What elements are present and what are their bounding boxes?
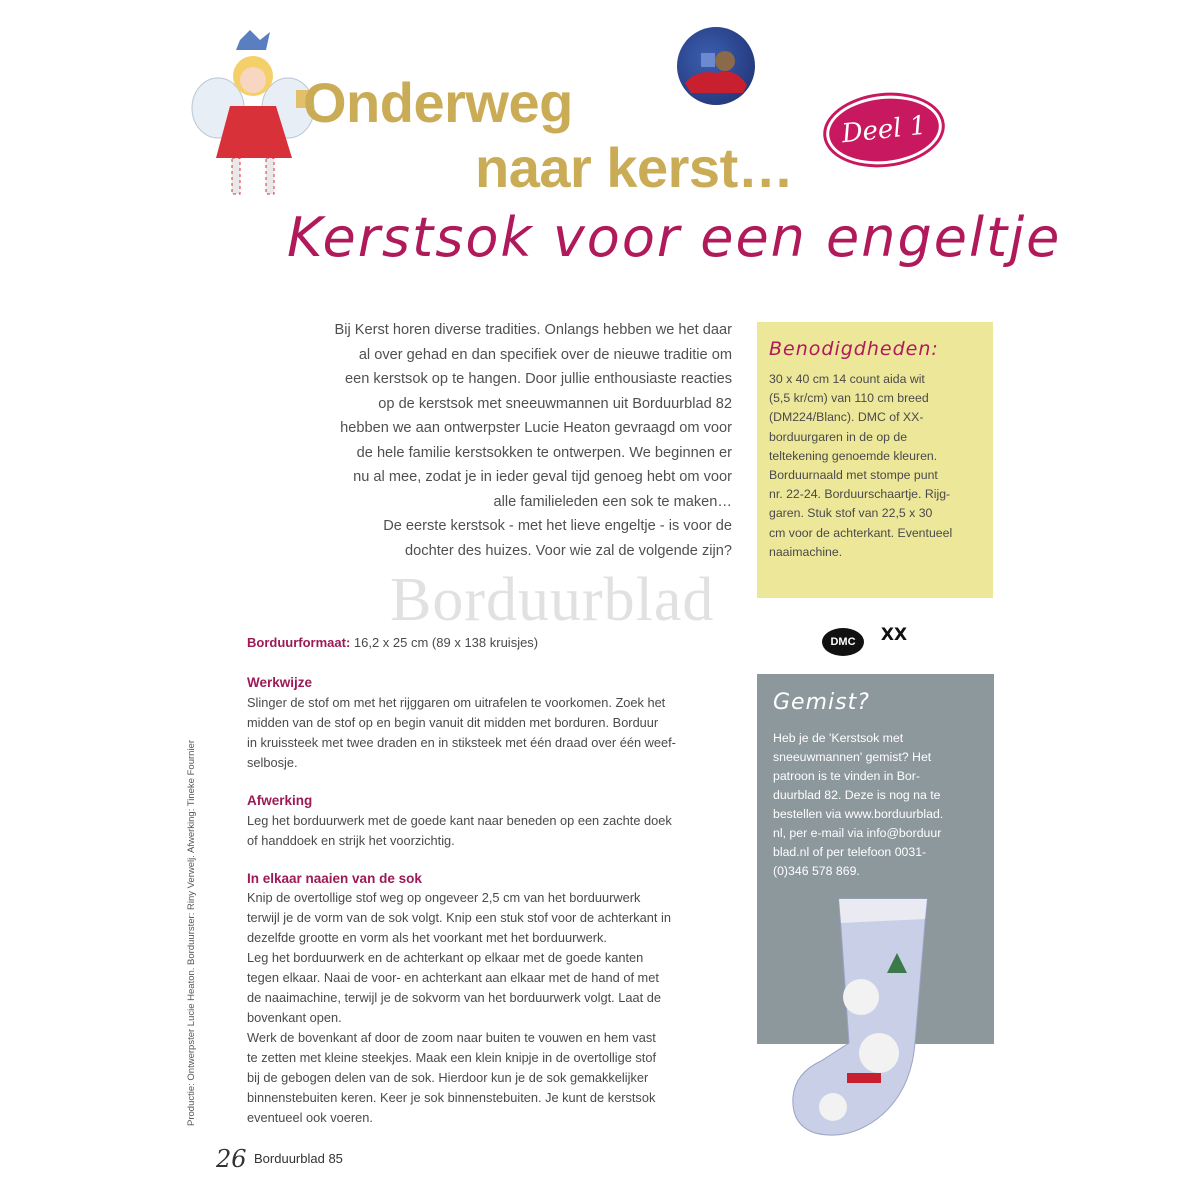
intro-line: al over gehad en dan specifiek over de nieuwe traditie om [358, 346, 732, 363]
missed-title: Gemist? [773, 690, 870, 715]
format-value: 16,2 x 25 cm (89 x 138 kruisjes) [350, 635, 539, 650]
page-number: 26 [216, 1145, 247, 1173]
intro-line: nu al mee, zodat je in ieder geval tijd genoeg hebt om voor [353, 469, 732, 485]
section-body-naaien: Knip de overtollige stof weg op ongeveer 2,5 cm van het borduurwerk terwijl je de vorm van de sok volgt. Knip een stuk stof voor de achterkant in dezelfde grootte en vorm als het voorkant met het borduurwerk. Leg het borduurwerk en de achterkant op elkaar met de goede kanten tegen elkaar. Naai de voor- en achterkant aan elkaar met de hand of met de naaimachine, terwijl je de sokvorm van het borduurwerk volgt. Laat de bovenkant open. Werk de bovenkant af door de zoom naar buiten te vouwen en hem vast te zetten met kleine steekjes. Maak een klein knipje in de overtollige stof bij de gebogen delen van de sok. Hierdoor kun je de sok gemakkelijker binnenstebuiten keren. Keer je sok binnenstebuiten. Je kunt de kerstsok eventueel ook voeren. [247, 890, 671, 1125]
intro-line: op de kerstsok met sneeuwmannen uit Borduurblad 82 [378, 395, 732, 412]
dmc-logo: DMC [822, 628, 864, 656]
format-label: Borduurformaat: [247, 635, 351, 650]
page-title-line2: naar kerst… [475, 136, 794, 199]
intro-line: de hele familie kerstsokken te ontwerpen. We beginnen er [356, 444, 732, 461]
intro-line: De eerste kerstsok - met het lieve engeltje - is voor de [383, 518, 732, 534]
intro-line: Bij Kerst horen diverse tradities. Onlangs hebben we het daar [334, 322, 732, 338]
embroidery-format [247, 635, 538, 650]
supplies-title: Benodigdheden: [769, 338, 939, 360]
magazine-name: Borduurblad 85 [254, 1151, 343, 1166]
xx-logo: XX [880, 625, 908, 645]
article-subtitle: Kerstsok voor een engeltje [287, 206, 1062, 269]
intro-line: alle familieleden een sok te maken… [493, 493, 732, 510]
part-badge: Deel 1 [823, 90, 945, 170]
angel-illustration [188, 28, 318, 198]
page-title-line1: Onderweg [303, 71, 573, 134]
section-body-afwerking: Leg het borduurwerk met de goede kant naar beneden op een zachte doek of handdoek en strijk het voorzichtig. [247, 813, 672, 848]
section-body-werkwijze: Slinger de stof om met het rijggaren om uitrafelen te voorkomen. Zoek het midden van de stof op en begin vanuit dit midden met borduren. Borduur in kruissteek met twee draden en in stiksteek met één draad over één weef- selbosje. [247, 695, 676, 770]
section-heading-afwerking: Afwerking [247, 793, 313, 808]
intro-paragraph [236, 318, 732, 563]
section-heading-naaien: In elkaar naaien van de sok [247, 871, 422, 886]
intro-line: hebben we aan ontwerpster Lucie Heaton gevraagd om voor [340, 420, 732, 436]
missed-text: Heb je de 'Kerstsok met sneeuwmannen' gemist? Het patroon is te vinden in Bor- duurblad 82. Deze is nog na te bestellen via www.borduurblad. nl, per e-mail via info@borduur blad.nl of per telefoon 0031- (0)346 578 869. [773, 731, 944, 878]
watermark: Borduurblad [390, 566, 715, 634]
stocking-photo [787, 893, 937, 1143]
ornament-illustration [677, 27, 755, 105]
section-heading-werkwijze: Werkwijze [247, 675, 313, 690]
supplies-text: 30 x 40 cm 14 count aida wit (5,5 kr/cm) van 110 cm breed (DM224/Blanc). DMC of XX- borduurgaren in de op de teltekening genoemde kleuren. Borduurnaald met stompe punt nr. 22-24. Borduurschaartje. Rijg- garen. Stuk stof van 22,5 x 30 cm voor de achterkant. Eventueel naaimachine. [769, 372, 953, 559]
intro-line: dochter des huizes. Voor wie zal de volgende zijn? [405, 542, 732, 559]
production-credits: Productie: Ontwerpster Lucie Heaton. Borduurster: Riny Verwelj. Afwerking: Tineke Fournier [186, 740, 197, 1126]
supplies-box [757, 322, 993, 598]
intro-line: een kerstsok op te hangen. Door jullie enthousiaste reacties [345, 371, 732, 387]
